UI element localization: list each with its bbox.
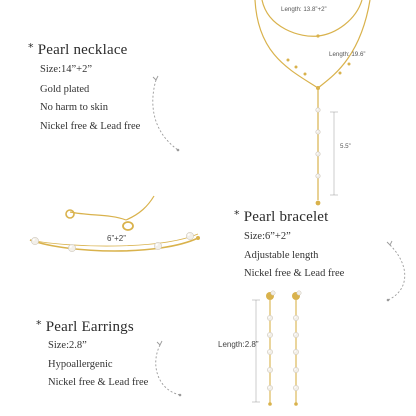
bracelet-title: * Pearl bracelet	[234, 208, 329, 225]
pearl-highlight	[294, 386, 296, 388]
pearl-highlight	[188, 234, 190, 236]
dashed-arc	[156, 345, 180, 395]
bracelet-spec-size: Size:6”+2”	[244, 231, 291, 242]
necklace-spec-plating: Gold plated	[40, 84, 90, 95]
necklace-bead	[348, 63, 351, 66]
bracelet-lobster-clasp	[123, 222, 133, 230]
earring-stud-pearl	[271, 291, 275, 295]
necklace-drop-length: 5.5”	[340, 143, 351, 150]
necklace-chain-long	[255, 0, 370, 88]
necklace-bead	[339, 72, 342, 75]
pearl-highlight	[317, 175, 318, 176]
necklace-spec-skin: No harm to skin	[40, 102, 108, 113]
pearl	[293, 315, 298, 320]
pearl	[293, 367, 298, 372]
pearl	[267, 315, 272, 320]
earring-stud-pearl	[297, 291, 301, 295]
pearl	[293, 349, 298, 354]
pearl	[31, 237, 38, 244]
pearl	[267, 385, 272, 390]
dashed-arc	[153, 80, 178, 150]
pearl	[68, 244, 75, 251]
pearl-highlight	[317, 109, 318, 110]
necklace-end-bead	[316, 201, 321, 206]
pearl-highlight	[294, 333, 296, 335]
star-icon: *	[234, 208, 240, 221]
pearl	[293, 385, 298, 390]
pearl-highlight	[268, 350, 270, 352]
necklace-bead	[316, 34, 319, 37]
earring-end-bead	[268, 402, 272, 406]
earrings-spec-size: Size:2.8”	[48, 340, 87, 351]
pearl-highlight	[268, 368, 270, 370]
pearl-highlight	[33, 239, 35, 241]
pearl-highlight	[268, 333, 270, 335]
earrings-spec-nickel: Nickel free & Lead free	[48, 377, 149, 388]
bracelet-size-label: 6”+2”	[107, 234, 126, 243]
pearl-highlight	[294, 350, 296, 352]
bracelet-illustration	[30, 196, 200, 252]
pearl	[267, 367, 272, 372]
necklace-spec-size: Size:14”+2”	[40, 64, 92, 75]
earring-end-bead	[294, 402, 298, 406]
arc-end-dot	[177, 149, 180, 152]
pearl-highlight	[268, 386, 270, 388]
pearl	[293, 332, 298, 337]
bracelet-spec-nickel: Nickel free & Lead free	[244, 268, 345, 279]
dashed-arc	[388, 245, 405, 300]
star-icon: *	[36, 318, 42, 331]
pearl	[154, 242, 161, 249]
necklace-junction-bead	[316, 86, 320, 90]
earrings-title: * Pearl Earrings	[36, 318, 134, 335]
pearl	[316, 130, 320, 134]
pearl-highlight	[317, 153, 318, 154]
pearl	[186, 232, 193, 239]
arrow-tip	[387, 241, 392, 245]
star-icon: *	[28, 41, 34, 54]
earrings-illustration	[252, 291, 301, 406]
necklace-illustration	[255, 0, 370, 205]
earrings-length-label: Length:2.8”	[218, 340, 259, 349]
pearl	[267, 349, 272, 354]
bracelet-clasp-chain	[126, 196, 154, 220]
necklace-length-second: Length: 19.6”	[329, 51, 366, 58]
pearl	[316, 152, 320, 156]
bracelet-extender-chain	[70, 212, 126, 220]
arc-end-dot	[387, 299, 390, 302]
bracelet-spec-adjustable: Adjustable length	[244, 250, 319, 261]
necklace-bead	[287, 59, 290, 62]
arrow-tip	[153, 76, 158, 80]
necklace-spec-nickel: Nickel free & Lead free	[40, 121, 141, 132]
pearl	[316, 108, 320, 112]
pearl-highlight	[268, 316, 270, 318]
earrings-spec-hypoallergenic: Hypoallergenic	[48, 359, 113, 370]
pearl-highlight	[317, 131, 318, 132]
pearl-highlight	[156, 244, 158, 246]
pearl-highlight	[294, 316, 296, 318]
pearl	[267, 332, 272, 337]
pearl	[316, 174, 320, 178]
necklace-length-top: Length: 13.8”+2”	[281, 6, 327, 13]
necklace-title: * Pearl necklace	[28, 41, 128, 58]
necklace-bead	[295, 66, 298, 69]
pearl-highlight	[294, 368, 296, 370]
necklace-bead	[304, 73, 307, 76]
bracelet-end-ring	[66, 210, 74, 218]
bracelet-bead	[196, 236, 200, 240]
pearl-highlight	[70, 246, 72, 248]
arrow-tip	[157, 341, 162, 345]
arc-end-dot	[179, 394, 182, 397]
